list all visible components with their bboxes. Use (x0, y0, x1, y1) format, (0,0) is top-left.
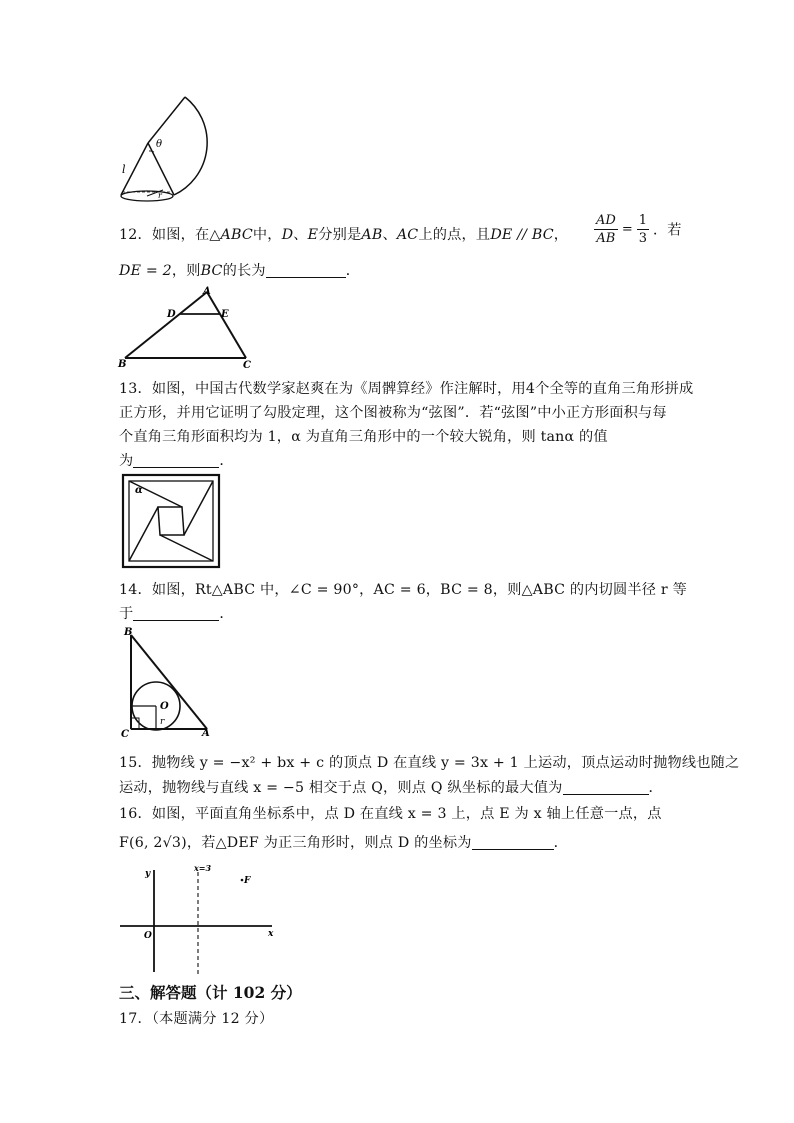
inc-label-a: A (202, 728, 210, 737)
q12-text-g: 的长为 (222, 263, 266, 279)
q14-answer-blank[interactable] (133, 606, 219, 621)
q12-text-d: 上的点，且 (418, 227, 491, 243)
axes-x-label: x (268, 929, 274, 939)
q13-text-wei: 为 (119, 453, 134, 469)
q12-line2 (119, 260, 360, 280)
q12-frac-ad-ab: $\frac{AD}{AB}$ (596, 213, 616, 246)
triangle-de-figure (117, 285, 259, 371)
q12-text-f: ，则 (171, 263, 201, 279)
q12-debc: DE // BC (490, 227, 554, 243)
q13-line3: 个直角三角形面积均为 1，α 为直角三角形中的一个较大锐角，则 tanα 的值 (119, 429, 608, 445)
q12-de2: DE = 2 (119, 263, 172, 279)
q16-end: ． (553, 835, 569, 851)
q12-fraction-group (590, 212, 681, 247)
tri-label-a: A (203, 286, 211, 297)
q17-line: 17．（本题满分 12 分） (119, 1011, 274, 1027)
q14-line2 (119, 603, 234, 623)
q14-text-yu: 于 (119, 606, 134, 622)
q13-answer-blank[interactable] (133, 453, 219, 468)
q12-d: D (281, 227, 294, 243)
inc-label-o: O (160, 701, 169, 712)
inc-label-c: C (121, 729, 129, 737)
q16-answer-blank[interactable] (472, 835, 554, 850)
cone-l-label: l (122, 163, 126, 176)
axes-o-label: O (144, 931, 152, 941)
axes-f-label: F (244, 876, 251, 886)
q12-e: E (307, 227, 319, 243)
q15-text: 运动，抛物线与直线 x = −5 相交于点 Q，则点 Q 纵坐标的最大值为 (119, 780, 563, 796)
string-diagram-figure (120, 471, 222, 569)
q13-line2: 正方形，并用它证明了勾股定理，这个图被称为“弦图”．若“弦图”中小正方形面积与每 (119, 405, 667, 421)
tri-label-d: D (167, 309, 176, 320)
tri-label-c: C (243, 360, 251, 371)
q12-ac: AC (396, 227, 419, 243)
q15-answer-blank[interactable] (563, 780, 649, 795)
tri-label-e: E (221, 309, 229, 320)
q12-answer-blank[interactable] (266, 263, 346, 278)
q14-end: ． (219, 606, 234, 622)
q12-ab: AB (361, 227, 383, 243)
q12-line1 (119, 224, 568, 244)
axes-x3-label: x=3 (194, 863, 212, 873)
q12-sep2: 、 (382, 227, 397, 243)
incircle-figure (119, 625, 217, 737)
q12-text-b: 中， (252, 227, 282, 243)
q16-line2 (119, 832, 568, 852)
q12-frac-value: $\frac{1}{3}$ (638, 213, 647, 246)
inc-label-r: r (160, 717, 165, 727)
inc-label-b: B (124, 627, 133, 638)
q12-abc: ABC (220, 227, 253, 243)
section-3-heading: 三、解答题（计 102 分） (119, 983, 302, 1002)
q12-text-c: 分别是 (318, 227, 362, 243)
q12-sep1: 、 (293, 227, 308, 243)
q12-text-a: 12．如图，在△ (119, 227, 221, 243)
q12-comma: ， (553, 227, 569, 243)
square-alpha-label: α (135, 485, 143, 496)
cone-theta-label: θ (156, 139, 163, 150)
cone-r-label: r (158, 191, 162, 200)
q16-text: F(6, 2√3)，若△DEF 为正三角形时，则点 D 的坐标为 (119, 835, 472, 851)
q14-line1: 14．如图，Rt△ABC 中，∠C = 90°，AC = 6，BC = 8，则△ABC 的内切圆半径 r 等 (119, 582, 687, 598)
q12-equals: = (621, 222, 633, 237)
coordinate-figure (118, 862, 280, 976)
q15-end: ． (648, 780, 663, 796)
tri-label-b: B (118, 359, 127, 370)
q12-bc: BC (200, 263, 223, 279)
q13-line4 (119, 450, 234, 470)
q13-end: ． (219, 453, 234, 469)
q15-line1: 15．抛物线 y = −x² + bx + c 的顶点 D 在直线 y = 3x + 1 上运动，顶点运动时抛物线也随之 (119, 755, 740, 771)
q12-text-e: ．若 (653, 222, 682, 239)
cone-sector-figure (118, 95, 213, 205)
q16-line1: 16．如图，平面直角坐标系中，点 D 在直线 x = 3 上，点 E 为 x 轴上任意一点，点 (119, 806, 662, 822)
axes-y-label: y (145, 869, 151, 879)
q15-line2 (119, 777, 663, 797)
q12-end: ． (345, 263, 361, 279)
q13-line1: 13．如图，中国古代数学家赵爽在为《周髀算经》作注解时，用4个全等的直角三角形拼成 (119, 381, 694, 397)
